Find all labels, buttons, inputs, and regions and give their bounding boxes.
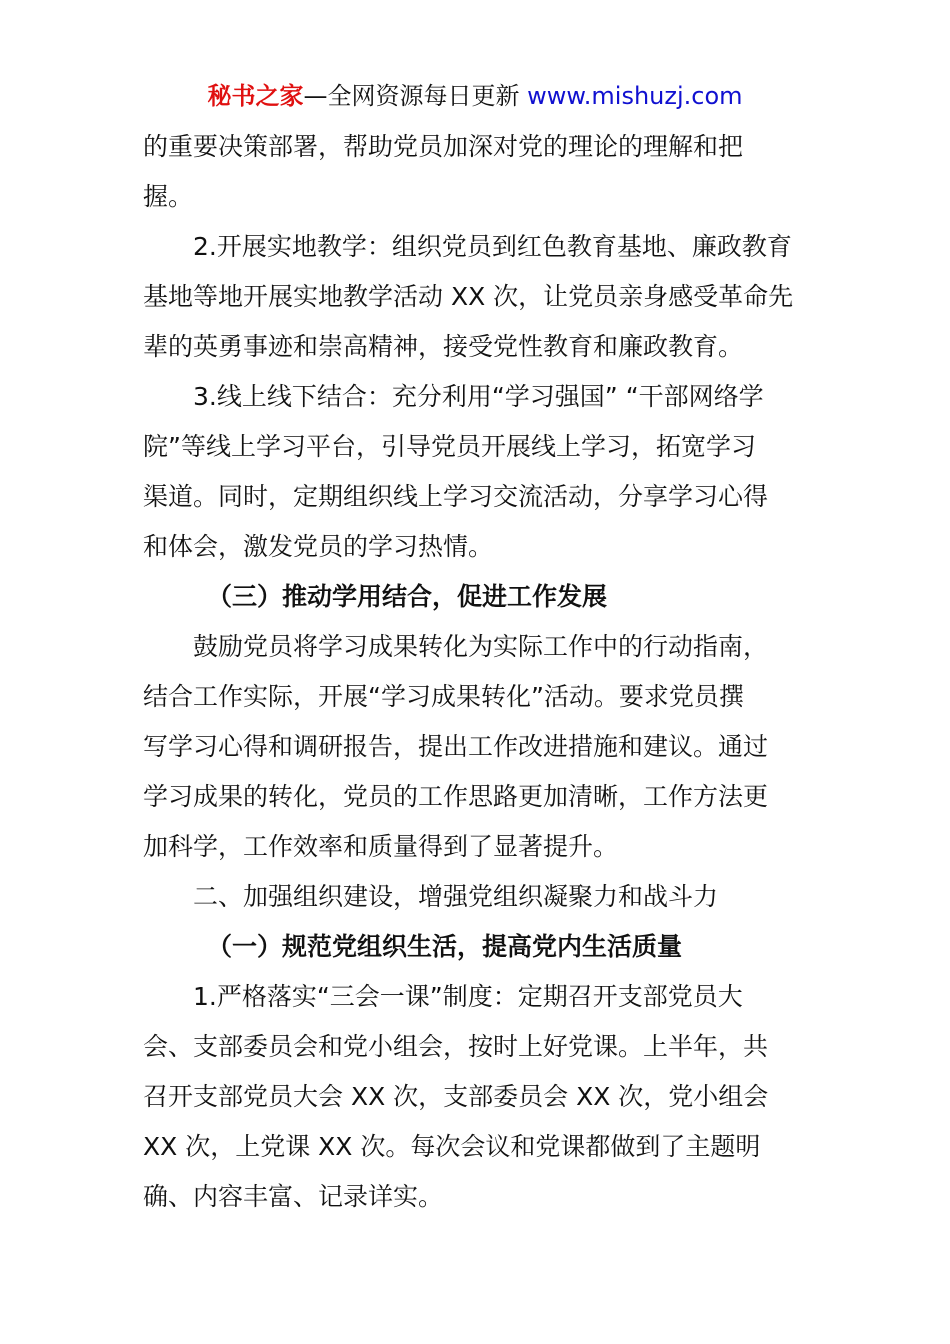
body-line: 确、内容丰富、记录详实。 — [143, 1182, 444, 1211]
body-line: 写学习心得和调研报告，提出工作改进措施和建议。通过 — [143, 732, 769, 761]
body-line: 渠道。同时，定期组织线上学习交流活动，分享学习心得 — [143, 482, 769, 511]
body-line: 基地等地开展实地教学活动 XX 次，让党员亲身感受革命先 — [143, 282, 794, 311]
body-line: XX 次，上党课 XX 次。每次会议和党课都做到了主题明 — [143, 1132, 761, 1161]
body-line: 学习成果的转化，党员的工作思路更加清晰，工作方法更 — [143, 782, 769, 811]
section-heading: （三）推动学用结合，促进工作发展 — [207, 582, 608, 611]
body-line: 握。 — [143, 182, 194, 211]
body-line: 辈的英勇事迹和崇高精神，接受党性教育和廉政教育。 — [143, 332, 744, 361]
paragraph-first-line: 2.开展实地教学：组织党员到红色教育基地、廉政教育 — [193, 232, 792, 261]
page-header — [0, 78, 950, 114]
section-heading: （一）规范党组织生活，提高党内生活质量 — [207, 932, 683, 961]
body-line: 院”等线上学习平台，引导党员开展线上学习，拓宽学习 — [143, 432, 756, 461]
body-line: 结合工作实际，开展“学习成果转化”活动。要求党员撰 — [143, 682, 744, 711]
paragraph-first-line: 1.严格落实“三会一课”制度：定期召开支部党员大 — [193, 982, 743, 1011]
header-tagline: —全网资源每日更新 — [303, 82, 528, 110]
document-body — [143, 122, 807, 1222]
body-line: 加科学，工作效率和质量得到了显著提升。 — [143, 832, 619, 861]
paragraph-first-line: 鼓励党员将学习成果转化为实际工作中的行动指南， — [193, 632, 769, 661]
website-link[interactable]: www.mishuzj.com — [527, 82, 743, 110]
brand-name: 秘书之家 — [207, 82, 304, 110]
body-line: 会、支部委员会和党小组会，按时上好党课。上半年，共 — [143, 1032, 769, 1061]
body-line: 召开支部党员大会 XX 次，支部委员会 XX 次，党小组会 — [143, 1082, 769, 1111]
body-line: 和体会，激发党员的学习热情。 — [143, 532, 494, 561]
paragraph-first-line: 3.线上线下结合：充分利用“学习强国” “干部网络学 — [193, 382, 764, 411]
chapter-heading: 二、加强组织建设，增强党组织凝聚力和战斗力 — [193, 882, 719, 911]
body-line: 的重要决策部署，帮助党员加深对党的理论的理解和把 — [143, 132, 744, 161]
